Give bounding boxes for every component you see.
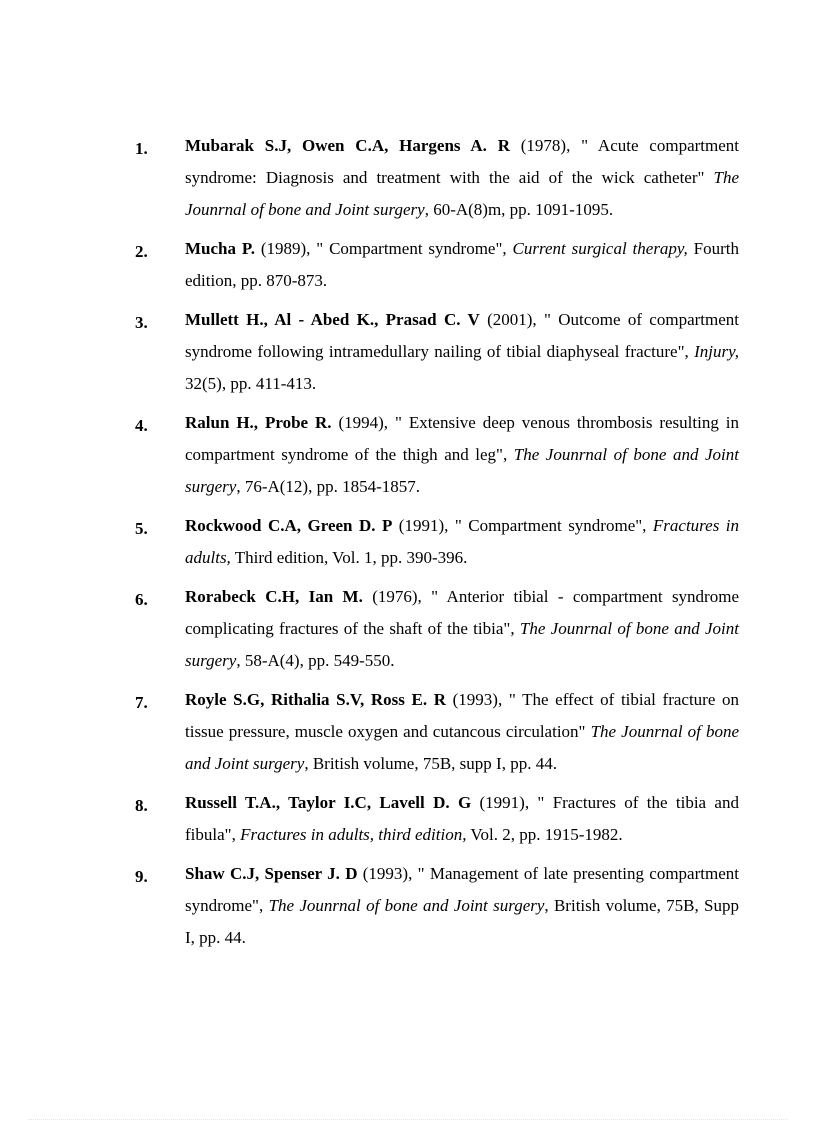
reference-year-title: (1976), " Anterior tibial - compartment syndrome complicating fractures of the shaft of the tibia", [185,587,739,638]
reference-number: 2. [135,242,148,261]
reference-source: Fractures in adults, [185,516,740,567]
reference-authors: Mubarak S.J, Owen C.A, Hargens A. R [185,136,510,155]
reference-authors: Rorabeck C.H, Ian M. [185,587,363,606]
reference-details: , 76-A(12), pp. 1854-1857. [236,477,420,496]
reference-authors: Royle S.G, Rithalia S.V, Ross E. R [185,690,446,709]
reference-item [133,304,739,400]
reference-item [133,130,739,226]
reference-source: Current surgical therapy, [512,239,688,258]
reference-source: The Jounrnal of bone and Joint surgery [185,722,740,773]
reference-list [133,130,739,961]
reference-source: The Jounrnal of bone and Joint surgery [185,445,739,496]
reference-details: 32(5), pp. 411-413. [185,374,317,393]
reference-source: Fractures in adults, third edition, [240,825,467,844]
reference-details: Vol. 2, pp. 1915-1982. [466,825,623,844]
reference-number: 7. [135,693,148,712]
reference-year-title: (2001), " Outcome of compartment syndrome following intramedullary nailing of tibial diaphyseal fracture", [185,310,739,361]
reference-item [133,787,739,851]
reference-details: , British volume, 75B, supp I, pp. 44. [304,754,557,773]
reference-number: 9. [135,867,148,886]
reference-item [133,510,739,574]
reference-source: The Jounrnal of bone and Joint surgery [185,168,739,219]
reference-year-title: (1993), " The effect of tibial fracture on tissue pressure, muscle oxygen and cutancous circulation" [185,690,740,741]
reference-authors: Rockwood C.A, Green D. P [185,516,393,535]
reference-details: Fourth edition, pp. 870-873. [185,239,740,290]
reference-number: 5. [135,519,148,538]
reference-authors: Mullett H., Al - Abed K., Prasad C. V [185,310,480,329]
reference-item [133,684,739,780]
reference-details: , British volume, 75B, Supp I, pp. 44. [185,896,739,947]
reference-number: 4. [135,416,148,435]
reference-item [133,858,739,954]
reference-source: Injury, [694,342,739,361]
reference-number: 6. [135,590,148,609]
reference-year-title: (1978), " Acute compartment syndrome: Diagnosis and treatment with the aid of the wick catheter" [185,136,739,187]
reference-authors: Shaw C.J, Spenser J. D [185,864,358,883]
reference-details: , 60-A(8)m, pp. 1091-1095. [424,200,614,219]
reference-number: 3. [135,313,148,332]
reference-item [133,407,739,503]
reference-source: The Jounrnal of bone and Joint surgery [185,619,739,670]
reference-year-title: (1991), " Compartment syndrome", [392,516,653,535]
reference-authors: Ralun H., Probe R. [185,413,332,432]
reference-year-title: (1994), " Extensive deep venous thrombosis resulting in compartment syndrome of the thigh and leg", [185,413,739,464]
reference-authors: Russell T.A., Taylor I.C, Lavell D. G [185,793,472,812]
reference-number: 8. [135,796,148,815]
reference-details: , 58-A(4), pp. 549-550. [236,651,395,670]
page-bottom-rule [28,1119,788,1120]
reference-item [133,581,739,677]
reference-year-title: (1991), " Fractures of the tibia and fibula", [185,793,739,844]
reference-source: The Jounrnal of bone and Joint surgery [268,896,545,915]
reference-year-title: (1993), " Management of late presenting compartment syndrome", [185,864,739,915]
reference-number: 1. [135,139,148,158]
reference-item [133,233,739,297]
reference-authors: Mucha P. [185,239,255,258]
reference-year-title: (1989), " Compartment syndrome", [254,239,513,258]
reference-details: Third edition, Vol. 1, pp. 390-396. [230,548,468,567]
